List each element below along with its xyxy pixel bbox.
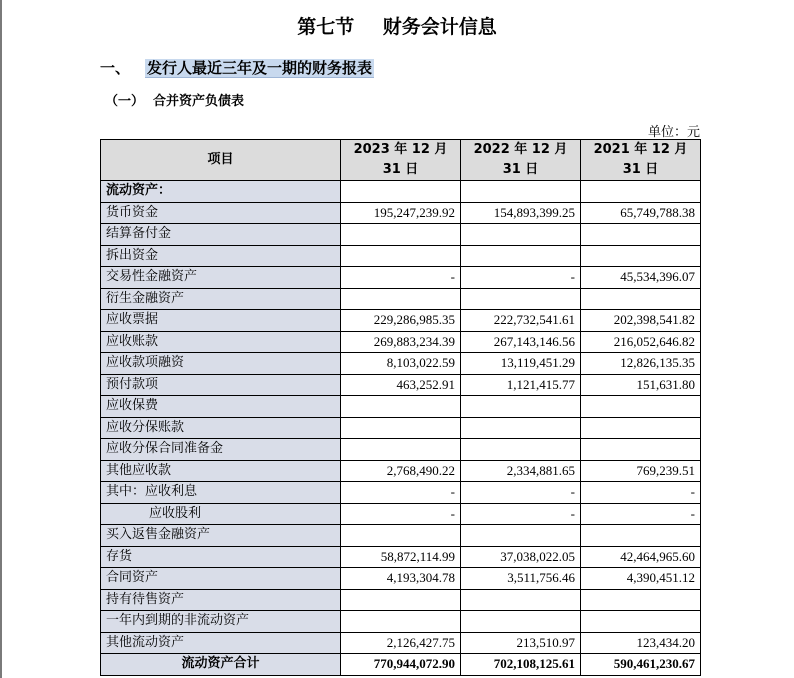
row-value: 195,247,239.92 [341, 202, 461, 224]
table-row [101, 267, 701, 289]
row-value: - [581, 503, 701, 525]
row-value: - [461, 503, 581, 525]
row-value [341, 396, 461, 418]
row-value: 216,052,646.82 [581, 331, 701, 353]
row-value: 1,121,415.77 [461, 374, 581, 396]
row-value: 463,252.91 [341, 374, 461, 396]
row-label: 预付款项 [101, 374, 341, 396]
row-value: 3,511,756.46 [461, 568, 581, 590]
row-value [581, 439, 701, 461]
row-label: 持有待售资产 [101, 589, 341, 611]
row-value: 267,143,146.56 [461, 331, 581, 353]
table-header-row [101, 140, 701, 181]
table-row [101, 632, 701, 654]
row-value [581, 288, 701, 310]
row-value [461, 589, 581, 611]
row-value: 123,434.20 [581, 632, 701, 654]
row-label: 应收股利 [101, 503, 341, 525]
row-value [461, 439, 581, 461]
header-2021: 2021 年 12 月 31 日 [581, 140, 701, 181]
row-label: 衍生金融资产 [101, 288, 341, 310]
table-row [101, 482, 701, 504]
row-value: 4,390,451.12 [581, 568, 701, 590]
row-label: 应收款项融资 [101, 353, 341, 375]
row-value: 229,286,985.35 [341, 310, 461, 332]
row-label: 结算备付金 [101, 224, 341, 246]
section-title: 第七节 财务会计信息 [297, 16, 497, 38]
table-row [101, 224, 701, 246]
row-label: 流动资产： [101, 181, 341, 203]
row-value [581, 589, 701, 611]
row-value [341, 525, 461, 547]
row-value: 4,193,304.78 [341, 568, 461, 590]
table-row [101, 353, 701, 375]
header-item: 项目 [101, 140, 341, 181]
row-value: - [461, 482, 581, 504]
row-value [341, 417, 461, 439]
row-value: 154,893,399.25 [461, 202, 581, 224]
row-value: 58,872,114.99 [341, 546, 461, 568]
row-value: - [461, 267, 581, 289]
row-value [461, 525, 581, 547]
heading-1-text-selected[interactable]: 发行人最近三年及一期的财务报表 [147, 59, 373, 77]
row-label: 其中：应收利息 [101, 482, 341, 504]
table-row [101, 245, 701, 267]
table-row [101, 202, 701, 224]
row-label: 存货 [101, 546, 341, 568]
row-value: - [581, 482, 701, 504]
table-row [101, 439, 701, 461]
unit-label: 单位：元 [647, 125, 700, 140]
row-value: 2,768,490.22 [341, 460, 461, 482]
row-value [581, 224, 701, 246]
row-value: 702,108,125.61 [461, 654, 581, 676]
row-value: 269,883,234.39 [341, 331, 461, 353]
table-row [101, 546, 701, 568]
row-value: 770,944,072.90 [341, 654, 461, 676]
heading-1-number: 一、 [100, 59, 131, 77]
row-value: 202,398,541.82 [581, 310, 701, 332]
row-value [461, 288, 581, 310]
table-row [101, 288, 701, 310]
row-value: 590,461,230.67 [581, 654, 701, 676]
table-row [101, 460, 701, 482]
table-row [101, 181, 701, 203]
row-value: - [341, 482, 461, 504]
row-value: 37,038,022.05 [461, 546, 581, 568]
table-row [101, 568, 701, 590]
row-value: 222,732,541.61 [461, 310, 581, 332]
row-value: 42,464,965.60 [581, 546, 701, 568]
row-value [461, 224, 581, 246]
row-value [461, 245, 581, 267]
row-value [341, 439, 461, 461]
row-label: 应收分保账款 [101, 417, 341, 439]
row-value [341, 224, 461, 246]
row-value: 8,103,022.59 [341, 353, 461, 375]
row-value [461, 417, 581, 439]
table-row [101, 589, 701, 611]
table-row [101, 503, 701, 525]
heading-2 [105, 90, 244, 109]
heading-1 [100, 57, 374, 78]
row-label: 其他流动资产 [101, 632, 341, 654]
page-left-border [0, 0, 2, 678]
row-value [581, 245, 701, 267]
row-value [341, 589, 461, 611]
row-value: 2,126,427.75 [341, 632, 461, 654]
row-label: 应收保费 [101, 396, 341, 418]
row-label: 应收票据 [101, 310, 341, 332]
row-label: 应收账款 [101, 331, 341, 353]
row-value [581, 611, 701, 633]
table-row [101, 310, 701, 332]
row-value [581, 181, 701, 203]
row-value [581, 525, 701, 547]
row-value: 151,631.80 [581, 374, 701, 396]
row-label: 交易性金融资产 [101, 267, 341, 289]
header-2023: 2023 年 12 月 31 日 [341, 140, 461, 181]
table-row [101, 525, 701, 547]
row-value [341, 245, 461, 267]
row-value [341, 181, 461, 203]
table-row [101, 611, 701, 633]
row-value [581, 417, 701, 439]
row-value [341, 288, 461, 310]
row-label: 货币资金 [101, 202, 341, 224]
row-value: 213,510.97 [461, 632, 581, 654]
row-value [461, 396, 581, 418]
heading-2-text: 合并资产负债表 [153, 94, 245, 109]
row-label: 其他应收款 [101, 460, 341, 482]
balance-sheet-table [100, 139, 701, 676]
row-value: 13,119,451.29 [461, 353, 581, 375]
heading-2-number: （一） [105, 94, 145, 109]
row-value: 2,334,881.65 [461, 460, 581, 482]
row-value [341, 611, 461, 633]
row-value [461, 181, 581, 203]
row-label: 拆出资金 [101, 245, 341, 267]
row-value: 65,749,788.38 [581, 202, 701, 224]
header-2022: 2022 年 12 月 31 日 [461, 140, 581, 181]
table-row [101, 331, 701, 353]
row-value: 769,239.51 [581, 460, 701, 482]
row-value: 12,826,135.35 [581, 353, 701, 375]
row-label: 一年内到期的非流动资产 [101, 611, 341, 633]
row-value [461, 611, 581, 633]
row-label: 应收分保合同准备金 [101, 439, 341, 461]
row-value [581, 396, 701, 418]
row-value: - [341, 267, 461, 289]
row-label: 流动资产合计 [101, 654, 341, 676]
table-row [101, 654, 701, 676]
table-row [101, 374, 701, 396]
row-value: - [341, 503, 461, 525]
row-label: 合同资产 [101, 568, 341, 590]
table-row [101, 417, 701, 439]
table-row [101, 396, 701, 418]
row-value: 45,534,396.07 [581, 267, 701, 289]
row-label: 买入返售金融资产 [101, 525, 341, 547]
